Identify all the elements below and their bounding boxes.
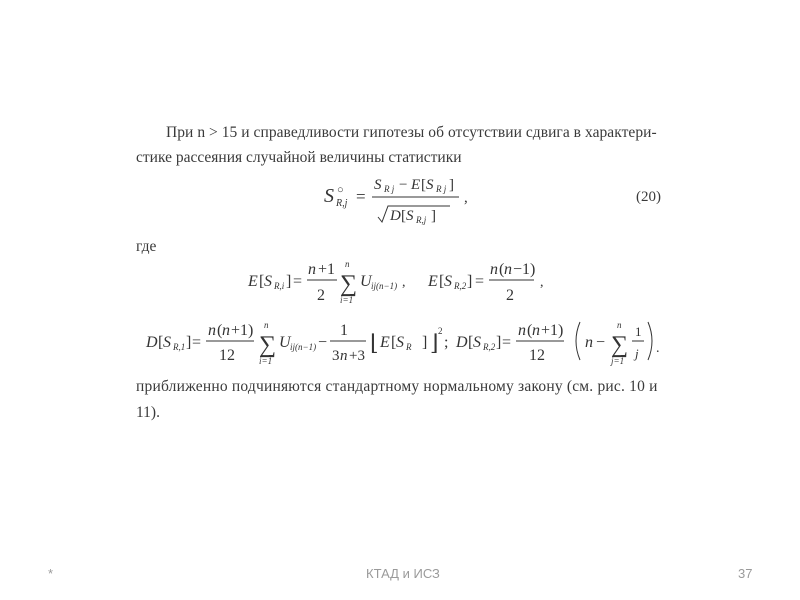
svg-text:E: E (411, 177, 421, 193)
svg-text:j=1: j=1 (611, 356, 625, 366)
svg-text:+1: +1 (318, 261, 336, 278)
svg-text:1: 1 (340, 322, 348, 339)
svg-text:n: n (504, 261, 512, 278)
svg-text:[: [ (391, 334, 397, 351)
svg-text:R,2: R,2 (483, 342, 496, 352)
svg-text:n: n (490, 261, 498, 278)
paragraph-line-2: стике рассеяния случайной величины статистики (136, 149, 462, 166)
svg-text:R,j: R,j (416, 215, 427, 225)
paragraph-line-1: При n > 15 и справедливости гипотезы об отсутствии сдвига в характери- (166, 124, 657, 141)
svg-text:[: [ (158, 334, 164, 351)
svg-text:=: = (293, 273, 303, 290)
svg-text:S: S (396, 334, 404, 351)
conclusion-line-1: приближенно подчиняются стандартному нормальному закону (см. рис. 10 и (136, 378, 658, 395)
conclusion-line-2: 11). (136, 404, 160, 421)
svg-text:S: S (163, 334, 171, 351)
svg-text:⌋: ⌋ (430, 330, 439, 355)
svg-text:S: S (444, 273, 452, 290)
svg-text:i=1: i=1 (340, 295, 354, 304)
page-number: 37 (738, 566, 753, 581)
svg-text:n: n (308, 261, 316, 278)
svg-text:S: S (406, 208, 414, 224)
svg-text:U: U (360, 273, 372, 290)
svg-text:]: ] (422, 334, 428, 351)
svg-text:−1): −1) (513, 261, 536, 278)
svg-text:E: E (380, 334, 390, 351)
svg-text:n: n (617, 320, 622, 330)
svg-text:3: 3 (332, 348, 340, 364)
svg-text:i=1: i=1 (259, 356, 273, 366)
equation-20 (320, 172, 480, 228)
svg-text:+1): +1) (541, 322, 564, 339)
svg-text:[: [ (468, 334, 474, 351)
svg-text:−: − (399, 177, 408, 193)
svg-text:R,1: R,1 (173, 342, 186, 352)
svg-text:S: S (324, 185, 334, 207)
svg-text:]: ] (449, 177, 454, 193)
svg-text:R,2: R,2 (454, 281, 467, 291)
svg-text:−: − (596, 334, 606, 351)
footer-bullet: * (48, 566, 54, 581)
svg-text:]: ] (431, 208, 436, 224)
svg-text:ij(n−1): ij(n−1) (371, 281, 398, 291)
svg-text:R,i: R,i (274, 281, 285, 291)
svg-text:2: 2 (438, 326, 443, 336)
svg-text:E: E (428, 273, 438, 290)
svg-text:S: S (426, 177, 434, 193)
svg-text:+3: +3 (349, 348, 365, 364)
svg-text:]: ] (186, 334, 192, 351)
where-label: где (136, 238, 157, 255)
svg-text:S: S (473, 334, 481, 351)
svg-text:.: . (656, 341, 660, 356)
svg-text:=: = (475, 273, 485, 290)
svg-text:D: D (456, 334, 468, 351)
svg-text:2: 2 (317, 287, 325, 304)
svg-text:∑: ∑ (611, 332, 629, 358)
svg-text:ij(n−1): ij(n−1) (290, 342, 317, 352)
svg-text:[: [ (401, 208, 406, 224)
svg-text:(: ( (527, 322, 533, 339)
svg-text:S: S (374, 177, 382, 193)
svg-text:12: 12 (529, 347, 545, 364)
svg-text:[: [ (439, 273, 445, 290)
svg-text:∑: ∑ (259, 332, 277, 358)
svg-text:[: [ (421, 177, 426, 193)
svg-text:12: 12 (219, 347, 235, 364)
svg-text:=: = (502, 334, 512, 351)
svg-text:(: ( (217, 322, 223, 339)
svg-text:j: j (635, 346, 639, 361)
svg-text:n: n (345, 259, 350, 269)
svg-text:⌊: ⌊ (370, 330, 379, 355)
svg-text:[: [ (259, 273, 265, 290)
svg-text:n: n (222, 322, 230, 339)
svg-text:+1): +1) (231, 322, 254, 339)
svg-text:E: E (248, 273, 258, 290)
svg-text:R j: R j (436, 184, 447, 194)
svg-text:n: n (585, 334, 593, 351)
svg-text:D: D (146, 334, 158, 351)
equation-number: (20) (636, 189, 661, 205)
svg-text:○: ○ (337, 184, 344, 196)
svg-text:;: ; (444, 334, 449, 351)
svg-text:2: 2 (506, 287, 514, 304)
svg-text:(: ( (499, 261, 505, 278)
svg-text:∑: ∑ (340, 271, 358, 297)
svg-text:=: = (356, 187, 366, 206)
svg-text:1: 1 (635, 324, 642, 339)
svg-text:]: ] (286, 273, 292, 290)
svg-text:=: = (192, 334, 202, 351)
expectation-formulas (246, 252, 556, 304)
variance-formulas (144, 312, 664, 370)
svg-text:n: n (518, 322, 526, 339)
svg-text:R: R (406, 342, 412, 352)
svg-text:U: U (279, 334, 291, 351)
svg-text:n: n (532, 322, 540, 339)
svg-text:S: S (264, 273, 272, 290)
svg-text:]: ] (496, 334, 502, 351)
svg-text:n: n (264, 320, 269, 330)
svg-text:R j: R j (384, 184, 395, 194)
footer-title: КТАД и ИСЗ (366, 566, 440, 581)
svg-text:,: , (540, 275, 544, 290)
svg-text:D: D (390, 208, 401, 224)
svg-text:R,j: R,j (336, 198, 348, 209)
svg-text:,: , (402, 275, 406, 290)
svg-text:n: n (340, 348, 348, 364)
svg-text:]: ] (467, 273, 473, 290)
svg-text:−: − (318, 334, 328, 351)
svg-text:,: , (464, 190, 468, 206)
svg-text:n: n (208, 322, 216, 339)
